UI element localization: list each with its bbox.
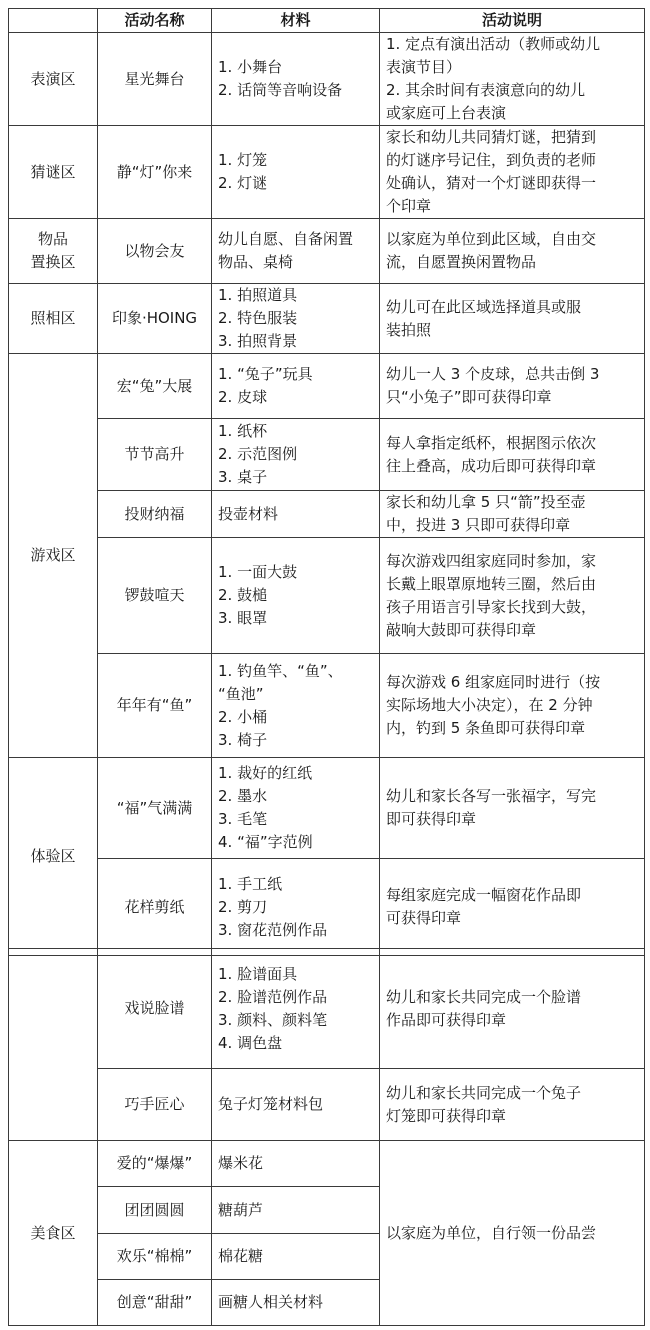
- materials-cell-line: 2. 剪刀: [218, 897, 268, 916]
- activity-name-cell: [98, 949, 212, 1069]
- description-cell-line: 即可获得印章: [386, 810, 477, 828]
- table-row: [9, 654, 645, 758]
- materials-cell: [212, 1187, 380, 1234]
- materials-cell-line: 2. 墨水: [218, 787, 268, 805]
- materials-cell-line: 1. 钓鱼竿、“鱼”、: [218, 661, 343, 680]
- activity-name-cell-line: 团团圆圆: [124, 1200, 185, 1219]
- materials-cell: [212, 1280, 380, 1326]
- description-cell-line: 以家庭为单位到此区域，自由交: [386, 230, 597, 248]
- description-cell-line: 中，投进 3 只即可获得印章: [386, 516, 571, 534]
- description-cell: [380, 419, 645, 491]
- description-cell: [380, 1141, 645, 1326]
- header-description: 活动说明: [380, 9, 645, 33]
- description-cell-line: 往上叠高，成功后即可获得印章: [386, 456, 597, 475]
- description-cell-line: 作品即可获得印章: [386, 1010, 507, 1029]
- materials-cell: [212, 949, 380, 1069]
- table-row: [9, 354, 645, 419]
- description-cell-line: 流，自愿置换闲置物品: [386, 253, 537, 271]
- materials-cell-line: 3. 眼罩: [218, 609, 268, 627]
- description-cell: [380, 758, 645, 859]
- zone-cell: [9, 126, 98, 219]
- zone-cell-line: 置换区: [30, 253, 76, 271]
- materials-cell-line: 1. “兔子”玩具: [218, 365, 313, 383]
- materials-cell: [212, 1234, 380, 1280]
- activity-table-main: [8, 8, 645, 956]
- description-cell-line: 2. 其余时间有表演意向的幼儿: [386, 81, 586, 99]
- materials-cell-line: 棉花糖: [218, 1247, 264, 1265]
- activity-name-cell: [98, 859, 212, 956]
- materials-cell-line: 1. 小舞台: [218, 58, 283, 76]
- zone-cell: [9, 758, 98, 956]
- description-cell: [380, 354, 645, 419]
- materials-cell-line: 4. 调色盘: [218, 1033, 283, 1052]
- activity-name-cell: [98, 1187, 212, 1234]
- description-cell-line: 幼儿和家长各写一张福字，写完: [386, 787, 597, 805]
- description-cell: [380, 219, 645, 284]
- header-materials: 材料: [212, 9, 380, 33]
- materials-cell: [212, 284, 380, 354]
- table-row: [9, 284, 645, 354]
- description-cell-line: 可获得印章: [386, 909, 462, 927]
- activity-name-cell-line: 星光舞台: [124, 69, 185, 88]
- description-cell-line: 以家庭为单位，自行领一份品尝: [386, 1223, 597, 1242]
- activity-name-cell: [98, 491, 212, 538]
- activity-name-cell-line: 投财纳福: [124, 504, 185, 523]
- table-row: [9, 538, 645, 654]
- zone-cell-line: 猜谜区: [30, 162, 76, 181]
- materials-cell-line: 1. 灯笼: [218, 151, 268, 169]
- table-row: [9, 491, 645, 538]
- activity-name-cell: [98, 354, 212, 419]
- materials-cell: [212, 538, 380, 654]
- activity-name-cell-line: 创意“甜甜”: [116, 1293, 193, 1311]
- table-row: [9, 949, 645, 1069]
- materials-cell-line: 1. 脸谱面具: [218, 964, 298, 983]
- materials-cell: [212, 219, 380, 284]
- activity-name-cell: [98, 1069, 212, 1141]
- materials-cell-line: 2. 话筒等音响设备: [218, 81, 343, 99]
- activity-name-cell: [98, 758, 212, 859]
- materials-cell-line: 2. 灯谜: [218, 174, 268, 192]
- materials-cell-line: 2. 特色服装: [218, 309, 298, 327]
- description-cell-line: 1. 定点有演出活动（教师或幼儿: [386, 35, 601, 53]
- materials-cell-line: 投壶材料: [218, 504, 279, 523]
- activity-name-cell: [98, 1280, 212, 1326]
- description-cell-line: 幼儿和家长共同完成一个兔子: [386, 1083, 582, 1102]
- zone-cell-line: 物品: [37, 230, 68, 248]
- materials-cell: [212, 126, 380, 219]
- description-cell-line: 只“小兔子”即可获得印章: [386, 388, 552, 406]
- zone-cell-line: 美食区: [30, 1223, 76, 1242]
- materials-cell-line: 3. 椅子: [218, 730, 268, 749]
- activity-name-cell: [98, 1234, 212, 1280]
- materials-cell: [212, 354, 380, 419]
- activity-name-cell-line: “福”气满满: [116, 798, 193, 817]
- activity-name-cell-line: 花样剪纸: [124, 897, 185, 916]
- header-zone: [9, 9, 98, 33]
- zone-cell: [9, 33, 98, 126]
- materials-cell: [212, 419, 380, 491]
- description-cell: [380, 654, 645, 758]
- materials-cell: [212, 654, 380, 758]
- activity-name-cell: [98, 1141, 212, 1187]
- activity-name-cell: [98, 284, 212, 354]
- activity-name-cell: [98, 126, 212, 219]
- materials-cell-line: 2. 鼓槌: [218, 586, 268, 604]
- materials-cell-line: 1. 一面大鼓: [218, 563, 298, 581]
- materials-cell-line: 2. 皮球: [218, 388, 268, 406]
- activity-name-cell: [98, 419, 212, 491]
- materials-cell: [212, 859, 380, 956]
- description-cell-line: 内，钓到 5 条鱼即可获得印章: [386, 719, 586, 737]
- description-cell-line: 每次游戏 6 组家庭同时进行（按: [386, 673, 601, 691]
- description-cell: [380, 491, 645, 538]
- description-cell: [380, 33, 645, 126]
- activity-name-cell-line: 节节高升: [124, 445, 185, 463]
- materials-cell-line: 兔子灯笼材料包: [218, 1095, 324, 1113]
- activity-name-cell-line: 印象·HOING: [111, 309, 198, 327]
- description-cell-line: 装拍照: [386, 320, 432, 339]
- description-cell-line: 幼儿一人 3 个皮球，总共击倒 3: [386, 365, 600, 383]
- description-cell-line: 幼儿可在此区域选择道具或服: [386, 297, 582, 316]
- activity-name-cell-line: 锣鼓喧天: [124, 586, 185, 604]
- zone-cell-line: 照相区: [30, 309, 76, 327]
- materials-cell: [212, 491, 380, 538]
- zone-cell-line: 表演区: [30, 69, 76, 88]
- zone-cell-line: 体验区: [30, 847, 76, 865]
- materials-cell-line: 3. 颜料、颜料笔: [218, 1010, 328, 1029]
- materials-cell-line: 1. 拍照道具: [218, 286, 298, 304]
- description-cell-line: 实际场地大小决定），在 2 分钟: [386, 696, 593, 714]
- materials-cell-line: 2. 脸谱范例作品: [218, 987, 328, 1006]
- description-cell-line: 孩子用语言引导家长找到大鼓，: [386, 597, 597, 616]
- activity-name-cell-line: 年年有“鱼”: [116, 696, 193, 714]
- activity-name-cell-line: 爱的“爆爆”: [116, 1154, 193, 1172]
- materials-cell-line: 1. 纸杯: [218, 422, 268, 440]
- materials-cell: [212, 758, 380, 859]
- materials-cell-line: 幼儿自愿、自备闲置: [218, 230, 354, 248]
- table-row: [9, 1141, 645, 1187]
- materials-cell-line: 糖葫芦: [218, 1200, 264, 1219]
- materials-cell-line: 2. 小桶: [218, 707, 268, 726]
- table-row: [9, 33, 645, 126]
- description-cell: [380, 284, 645, 354]
- activity-name-cell-line: 戏说脸谱: [124, 999, 185, 1017]
- materials-cell-line: 3. 毛笔: [218, 810, 268, 828]
- table-row: [9, 419, 645, 491]
- materials-cell-line: 物品、桌椅: [218, 253, 294, 271]
- materials-cell: [212, 1069, 380, 1141]
- materials-cell-line: 爆米花: [218, 1154, 264, 1172]
- activity-name-cell-line: 静“灯”你来: [116, 162, 193, 181]
- description-cell-line: 长戴上眼罩原地转三圈，然后由: [386, 574, 597, 593]
- materials-cell-line: 1. 裁好的红纸: [218, 764, 313, 782]
- zone-cell: [9, 949, 98, 1141]
- activity-name-cell: [98, 33, 212, 126]
- description-cell-line: 家长和幼儿共同猜灯谜，把猜到: [386, 128, 597, 146]
- description-cell-line: 家长和幼儿拿 5 只“箭”投至壶: [386, 493, 586, 511]
- description-cell-line: 灯笼即可获得印章: [386, 1106, 507, 1125]
- materials-cell: [212, 1141, 380, 1187]
- activity-name-cell-line: 巧手匠心: [124, 1095, 185, 1113]
- materials-cell-line: 4. “福”字范例: [218, 833, 313, 851]
- materials-cell-line: 2. 示范图例: [218, 445, 298, 463]
- table-row: [9, 1069, 645, 1141]
- materials-cell-line: 1. 手工纸: [218, 874, 283, 893]
- activity-name-cell-line: 宏“兔”大展: [116, 376, 193, 395]
- table-row: [9, 219, 645, 284]
- description-cell: [380, 538, 645, 654]
- activity-name-cell: [98, 219, 212, 284]
- table-row: [9, 859, 645, 956]
- activity-name-cell: [98, 538, 212, 654]
- description-cell: [380, 949, 645, 1069]
- activity-table-continued: [8, 948, 645, 1326]
- zone-cell: [9, 219, 98, 284]
- description-cell-line: 敲响大鼓即可获得印章: [386, 620, 537, 639]
- description-cell-line: 的灯谜序号记住，到负责的老师: [386, 151, 597, 169]
- header-activity-name: 活动名称: [98, 9, 212, 33]
- header-row: [9, 9, 645, 33]
- description-cell-line: 每组家庭完成一幅窗花作品即: [386, 886, 582, 904]
- materials-cell-line: 画糖人相关材料: [218, 1293, 324, 1311]
- description-cell-line: 表演节目）: [386, 58, 462, 76]
- zone-cell: [9, 1141, 98, 1326]
- materials-cell-line: “鱼池”: [218, 684, 264, 703]
- activity-name-cell-line: 欢乐“棉棉”: [116, 1247, 193, 1265]
- zone-cell: [9, 284, 98, 354]
- zone-cell-line: 游戏区: [30, 546, 76, 564]
- description-cell-line: 每人拿指定纸杯，根据图示依次: [386, 433, 597, 452]
- description-cell-line: 个印章: [386, 197, 432, 215]
- zone-cell: [9, 354, 98, 758]
- description-cell-line: 每次游戏四组家庭同时参加，家: [386, 551, 597, 570]
- description-cell-line: 处确认，猜对一个灯谜即获得一: [386, 174, 597, 192]
- activity-name-cell-line: 以物会友: [124, 241, 185, 260]
- materials-cell-line: 3. 窗花范例作品: [218, 920, 328, 939]
- table-row: [9, 126, 645, 219]
- activity-name-cell: [98, 654, 212, 758]
- materials-cell-line: 3. 拍照背景: [218, 332, 298, 350]
- table-row: [9, 758, 645, 859]
- materials-cell: [212, 33, 380, 126]
- description-cell: [380, 1069, 645, 1141]
- materials-cell-line: 3. 桌子: [218, 468, 268, 486]
- description-cell-line: 或家庭可上台表演: [386, 104, 507, 122]
- description-cell: [380, 126, 645, 219]
- description-cell-line: 幼儿和家长共同完成一个脸谱: [386, 987, 582, 1006]
- description-cell: [380, 859, 645, 956]
